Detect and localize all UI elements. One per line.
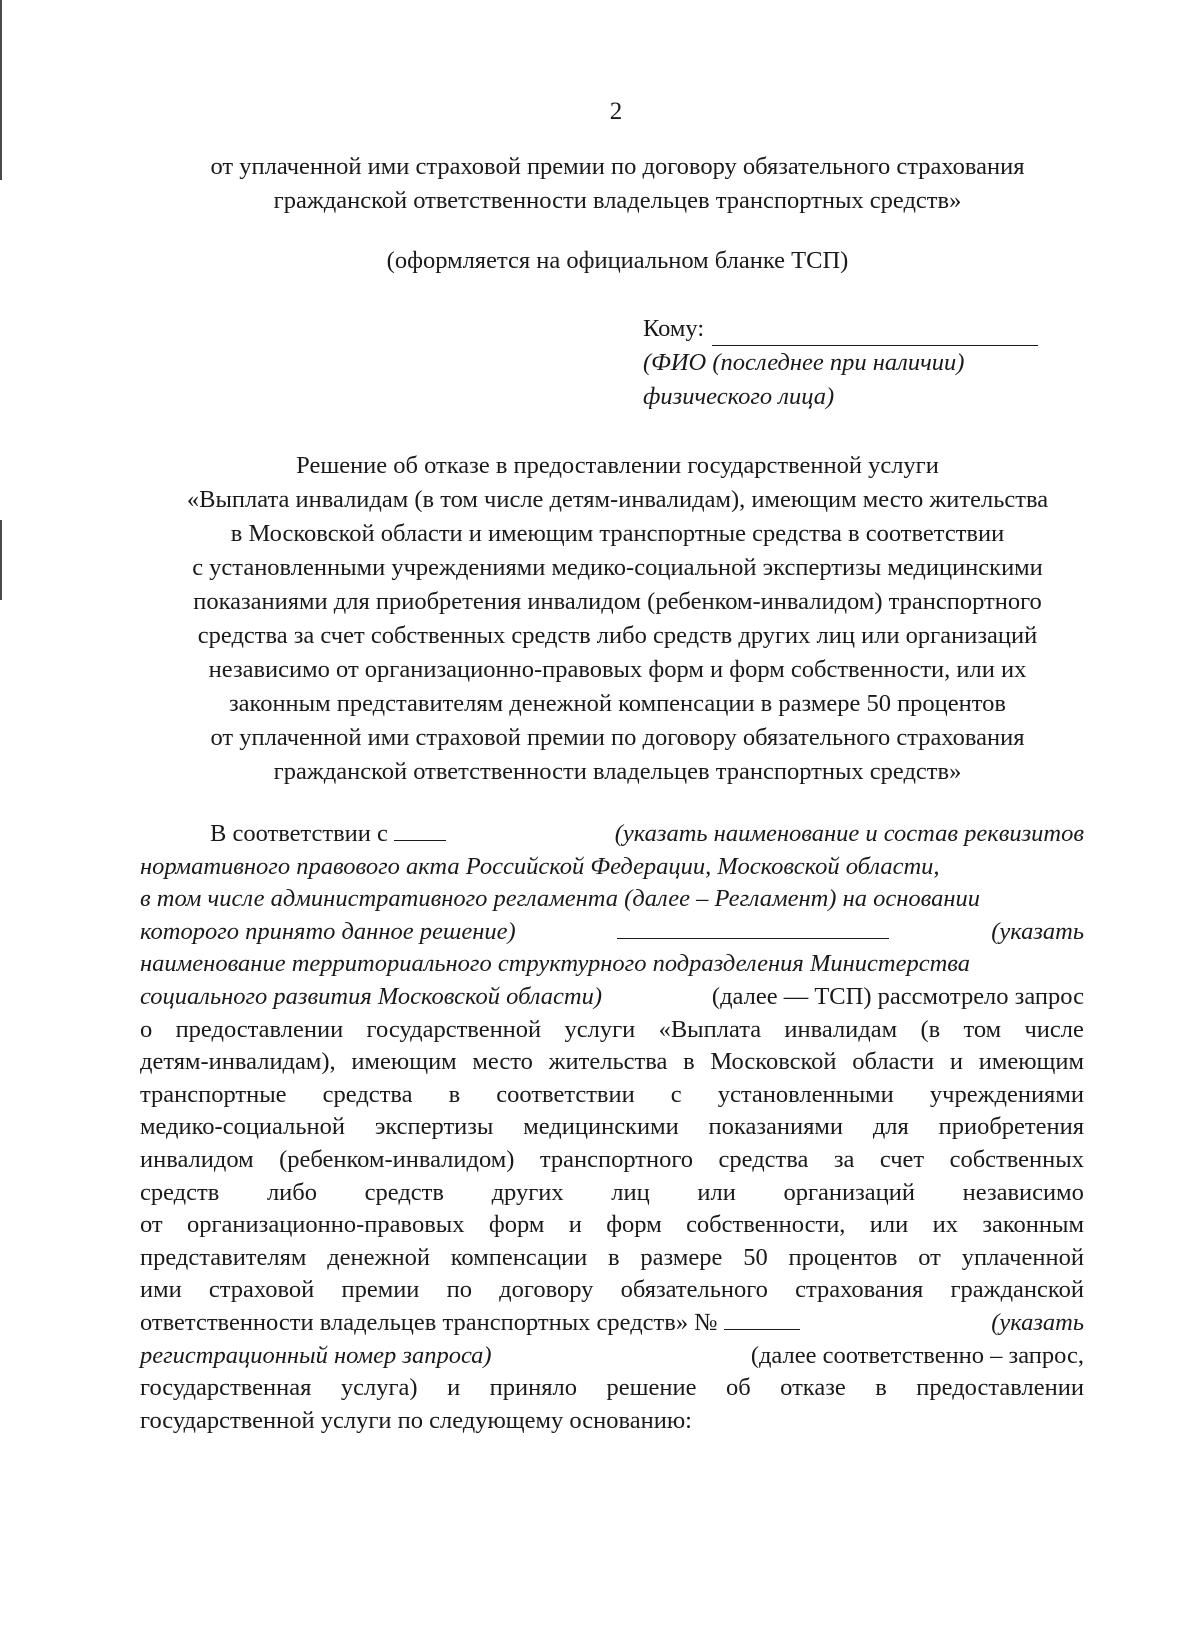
addressee-block: [643, 312, 1038, 414]
blank-request-number: [724, 1307, 800, 1330]
body-line: [140, 851, 1084, 884]
body-hint-fragment: (указать: [991, 1308, 1084, 1336]
body-text-fragment: (далее соответственно – запрос,: [750, 1341, 1084, 1369]
page-number: 2: [609, 98, 623, 125]
body-line: [140, 948, 1084, 981]
addressee-hint-line1: (ФИО (последнее при наличии): [643, 349, 965, 376]
decision-body: [140, 818, 1084, 1437]
body-line: [140, 1307, 1084, 1340]
body-text-fragment: В соответствии с: [210, 820, 388, 847]
title-line: средства за счет собственных средств либо средств других лиц или организаций: [197, 622, 1038, 649]
title-line: независимо от организационно-правовых форм и форм собственности, или их: [208, 656, 1027, 683]
body-hint-fragment: (указать наименование и состав реквизитов: [614, 820, 1084, 847]
title-line: от уплаченной ими страховой премии по договору обязательного страхования: [210, 724, 1025, 751]
title-line: с установленными учреждениями медико-социальной экспертизы медицинскими: [192, 554, 1043, 581]
body-line: медико-социальной экспертизы медицинскими показаниями для приобретения: [140, 1113, 1084, 1141]
body-line: государственной услуги по следующему основанию:: [140, 1406, 692, 1434]
title-line: в Московской области и имеющим транспортные средства в соответствии: [230, 520, 1005, 547]
body-line: транспортные средства в соответствии с установленными учреждениями: [140, 1080, 1084, 1108]
body-line: инвалидом (ребенком-инвалидом) транспортного средства за счет собственных: [140, 1145, 1084, 1173]
body-line: [140, 981, 1084, 1014]
title-line: гражданской ответственности владельцев транспортных средств»: [273, 758, 962, 785]
form-note: [140, 244, 1095, 278]
addressee-blank-line: [712, 321, 1038, 346]
body-text-fragment: ответственности владельцев транспортных средств» №: [140, 1308, 718, 1336]
body-line: государственная услуга) и приняло решение об отказе в предоставлении: [140, 1374, 1084, 1402]
title-line: «Выплата инвалидам (в том числе детям-инвалидам), имеющим место жительства: [186, 486, 1049, 513]
body-line: [140, 883, 1084, 916]
header-continuation: [140, 150, 1095, 218]
form-note-text: (оформляется на официальном бланке ТСП): [386, 247, 849, 274]
body-hint-fragment: которого принято данное решение): [140, 917, 516, 945]
body-hint-fragment: регистрационный номер запроса): [140, 1341, 492, 1369]
decision-title: [140, 449, 1095, 789]
body-line: средств либо средств других лиц или организаций независимо: [140, 1178, 1084, 1206]
addressee-label: Кому:: [643, 315, 705, 342]
title-line: Решение об отказе в предоставлении государственной услуги: [296, 452, 939, 479]
scan-edge-bottom: [0, 520, 2, 600]
body-line: о предоставлении государственной услуги «Выплата инвалидам (в том числе: [140, 1015, 1084, 1043]
body-line: [140, 818, 1084, 851]
scan-edge-top: [0, 0, 2, 180]
body-hint-fragment: нормативного правового акта Российской Федерации, Московской области,: [140, 852, 940, 880]
body-line: [140, 1340, 1084, 1373]
header-line: гражданской ответственности владельцев транспортных средств»: [273, 187, 962, 214]
body-hint-fragment: в том числе административного регламента (далее – Регламент) на основании: [140, 885, 981, 913]
body-line: представителям денежной компенсации в размере 50 процентов от уплаченной: [140, 1243, 1084, 1271]
body-hint-fragment: (указать: [991, 917, 1084, 945]
blank-legal-act: [394, 818, 446, 841]
body-hint-fragment: социального развития Московской области): [140, 982, 602, 1010]
body-line: [140, 916, 1084, 949]
blank-department: [617, 916, 889, 939]
body-line: ими страховой премии по договору обязательного страхования гражданской: [140, 1276, 1084, 1304]
body-hint-fragment: наименование территориального структурного подразделения Министерства: [140, 950, 970, 978]
title-line: законным представителям денежной компенсации в размере 50 процентов: [228, 690, 1006, 717]
title-line: показаниями для приобретения инвалидом (ребенком-инвалидом) транспортного: [193, 588, 1042, 615]
body-text-fragment: (далее — ТСП) рассмотрело запрос: [711, 982, 1084, 1010]
body-line: от организационно-правовых форм и форм собственности, или их законным: [140, 1211, 1084, 1239]
body-line: детям-инвалидам), имеющим место жительства в Московской области и имеющим: [140, 1048, 1084, 1076]
header-line: от уплаченной ими страховой премии по договору обязательного страхования: [210, 153, 1025, 180]
addressee-hint-line2: физического лица): [643, 383, 835, 410]
